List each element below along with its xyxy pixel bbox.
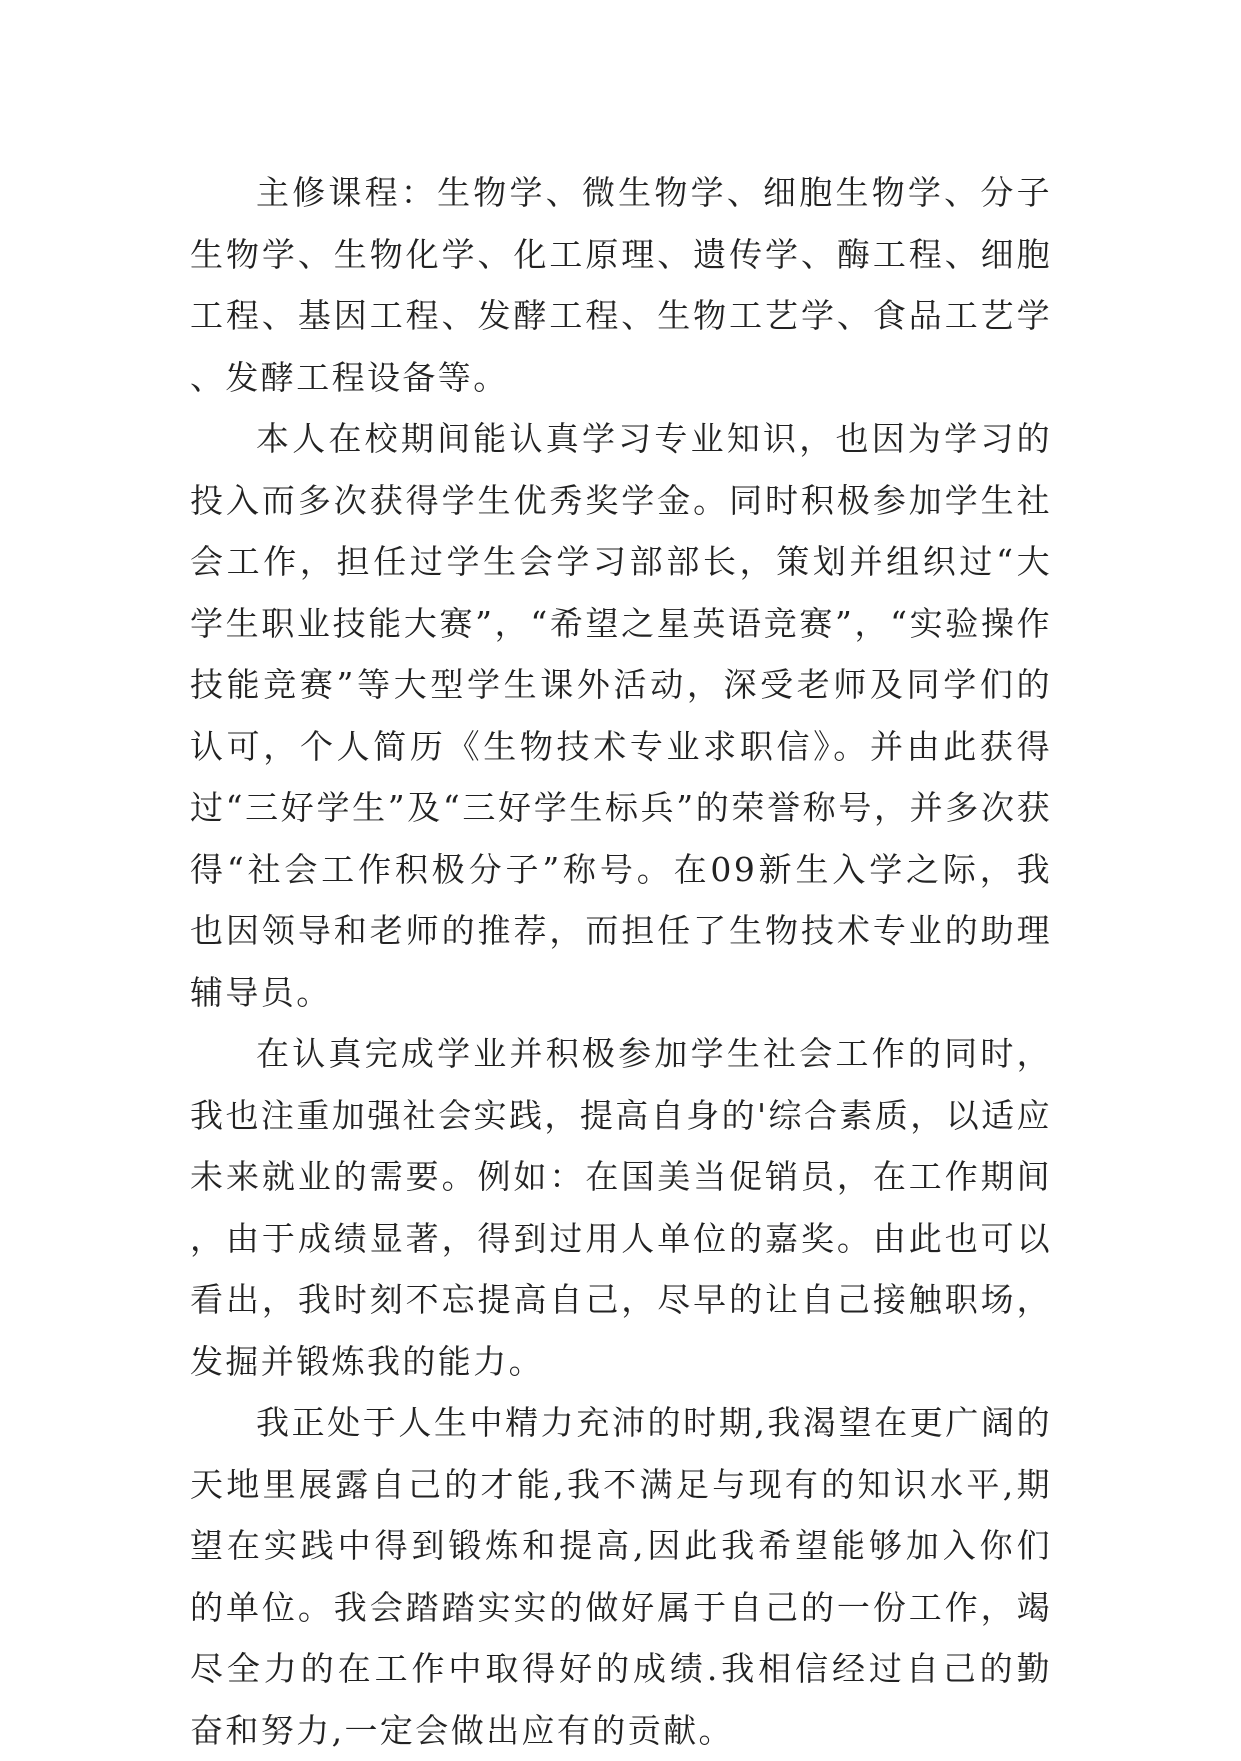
document-body	[190, 162, 1052, 1761]
paragraph-social-practice: 在认真完成学业并积极参加学生社会工作的同时，我也注重加强社会实践，提高自身的'综合素质，以适应未来就业的需要。例如：在国美当促销员，在工作期间，由于成绩显著，得到过用人单位的嘉奖。由此也可以看出，我时刻不忘提高自己，尽早的让自己接触职场，发掘并锻炼我的能力。	[190, 1034, 1052, 1381]
paragraph-courses: 主修课程：生物学、微生物学、细胞生物学、分子生物学、生物化学、化工原理、遗传学、酶工程、细胞工程、基因工程、发酵工程、生物工艺学、食品工艺学、发酵工程设备等。	[190, 173, 1052, 397]
paragraph-closing: 我正处于人生中精力充沛的时期,我渴望在更广阔的天地里展露自己的才能,我不满足与现有的知识水平,期望在实践中得到锻炼和提高,因此我希望能够加入你们的单位。我会踏踏实实的做好属于自己的一份工作，竭尽全力的在工作中取得好的成绩.我相信经过自己的勤奋和努力,一定会做出应有的贡献。	[190, 1403, 1052, 1750]
paragraph-school-experience: 本人在校期间能认真学习专业知识，也因为学习的投入而多次获得学生优秀奖学金。同时积极参加学生社会工作，担任过学生会学习部部长，策划并组织过“大学生职业技能大赛”，“希望之星英语竞赛”，“实验操作技能竞赛”等大型学生课外活动，深受老师及同学们的认可，个人简历《生物技术专业求职信》。并由此获得过“三好学生”及“三好学生标兵”的荣誉称号，并多次获得“社会工作积极分子”称号。在09新生入学之际，我也因领导和老师的推荐，而担任了生物技术专业的助理辅导员。	[190, 419, 1052, 1012]
